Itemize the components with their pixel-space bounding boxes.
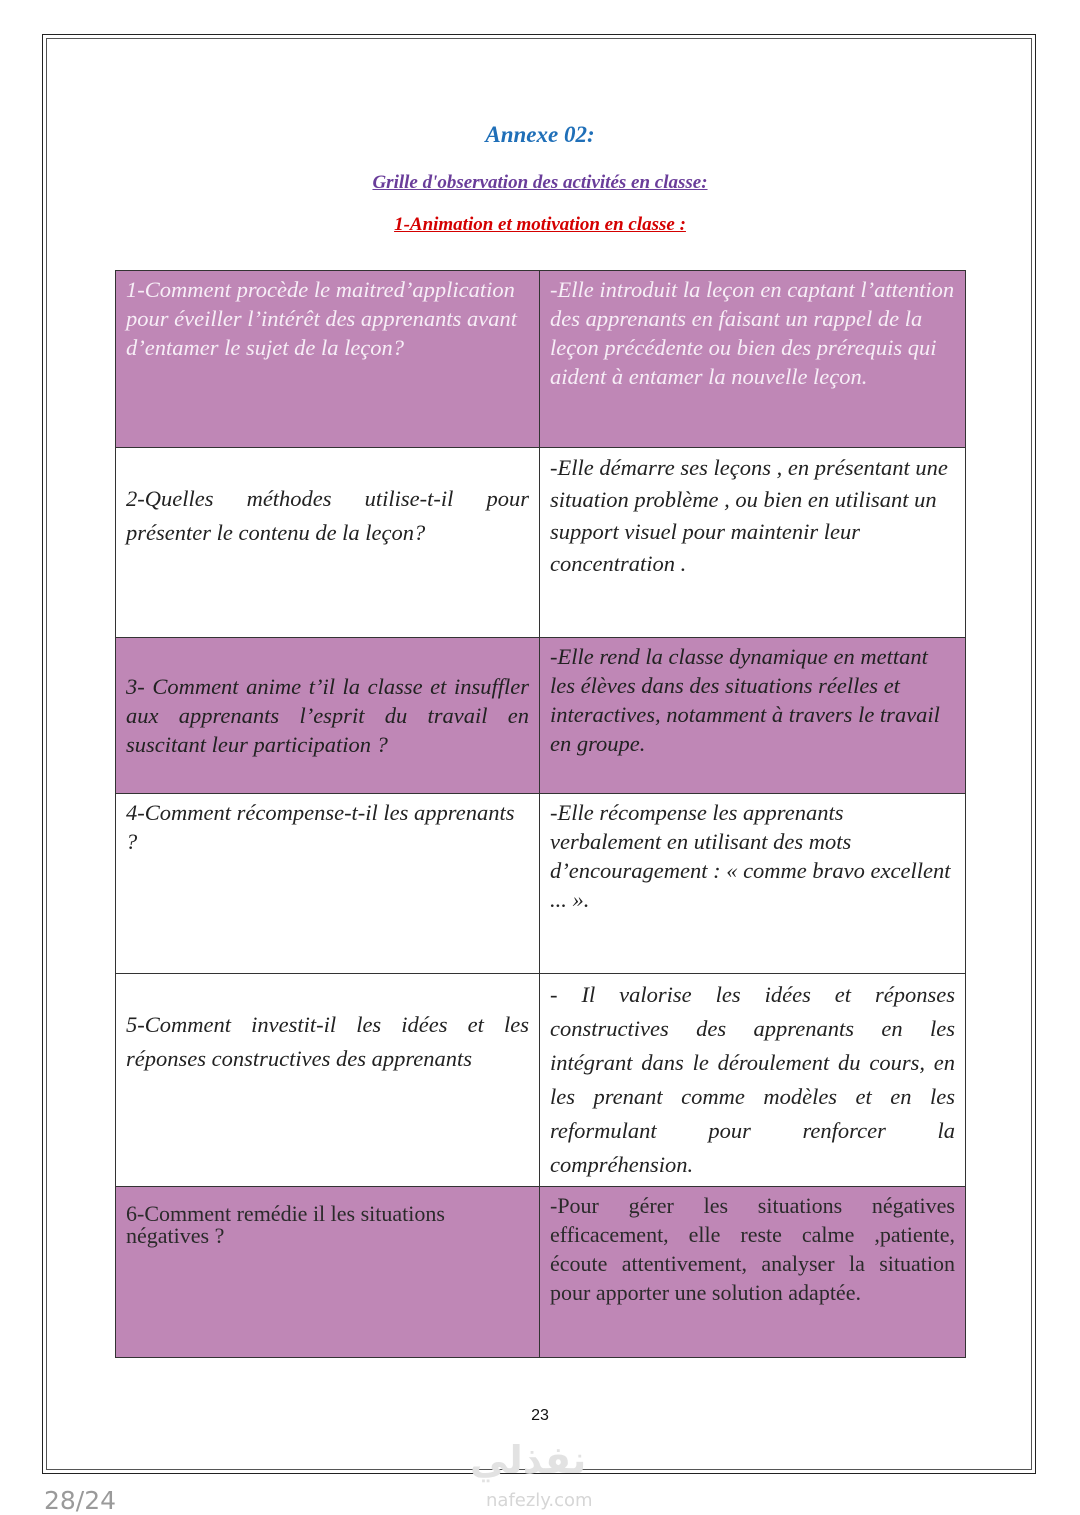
table-row xyxy=(116,794,966,974)
page-subtitle: Grille d'observation des activités en classe: xyxy=(372,172,708,193)
question-cell: 4-Comment récompense-t-il les apprenants ? xyxy=(116,794,540,974)
section-heading: 1-Animation et motivation en classe : xyxy=(394,214,686,235)
answer-cell: -Elle introduit la leçon en captant l’attention des apprenants en faisant un rappel de la leçon précédente ou bien des prérequis qui aident à entamer la nouvelle leçon. xyxy=(540,271,966,448)
question-cell: 5-Comment investit-il les idées et les réponses constructives des apprenants xyxy=(116,974,540,1187)
question-cell: 6-Comment remédie il les situations négatives ? xyxy=(116,1187,540,1358)
page-title: Annexe 02: xyxy=(485,122,595,147)
table-row xyxy=(116,638,966,794)
question-cell: 3- Comment anime t’il la classe et insuffler aux apprenants l’esprit du travail en suscitant leur participation ? xyxy=(116,638,540,794)
answer-cell: -Elle rend la classe dynamique en mettant les élèves dans des situations réelles et interactives, notamment à travers le travail en groupe. xyxy=(540,638,966,794)
watermark-logo: نفذلي xyxy=(470,1438,587,1482)
observation-grid-table xyxy=(115,270,966,1358)
table-row xyxy=(116,448,966,638)
question-cell: 1-Comment procède le maitred’application pour éveiller l’intérêt des apprenants avant d’entamer le sujet de la leçon? xyxy=(116,271,540,448)
answer-cell: -Pour gérer les situations négatives efficacement, elle reste calme ,patiente, écoute attentivement, analyser la situation pour apporter une solution adaptée. xyxy=(540,1187,966,1358)
table-row xyxy=(116,271,966,448)
page-number: 23 xyxy=(531,1407,549,1424)
page-counter: 28/24 xyxy=(44,1486,117,1515)
watermark-url: nafezly.com xyxy=(486,1490,593,1511)
table-row xyxy=(116,1187,966,1358)
table-row xyxy=(116,974,966,1187)
answer-cell: - Il valorise les idées et réponses constructives des apprenants en les intégrant dans le déroulement du cours, en les prenant comme modèles et en les reformulant pour renforcer la compréhension. xyxy=(540,974,966,1187)
answer-cell: -Elle récompense les apprenants verbalement en utilisant des mots d’encouragement : « comme bravo excellent ... ». xyxy=(540,794,966,974)
question-cell: 2-Quelles méthodes utilise-t-il pour présenter le contenu de la leçon? xyxy=(116,448,540,638)
answer-cell: -Elle démarre ses leçons , en présentant une situation problème , ou bien en utilisant un support visuel pour maintenir leur concentration . xyxy=(540,448,966,638)
